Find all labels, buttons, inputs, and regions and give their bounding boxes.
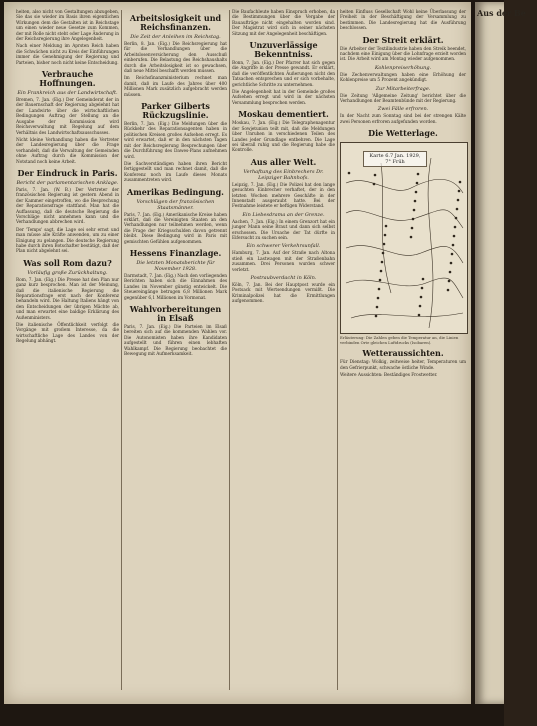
article-paragraph: In der Nacht zum Sonntag sind bei der strengen Kälte zwei Personen erfroren aufgefunden worden.: [340, 114, 466, 125]
station-marker: [382, 252, 385, 255]
article-subheadline: Zwei Fälle erfroren.: [377, 106, 429, 113]
article-subheadline: Ein Frankreich aus der Landwirtschaft.: [17, 90, 118, 97]
article-subheadline: Ein schwerer Verkehrsunfall.: [246, 243, 321, 250]
article-paragraph: Nach einer Meldung im Aprsten Reich haben die Schwächen nicht zu Kreis der Einführungen immer die Genehmigung der Regierung und Parteien, bisher noch nicht keine Entscheidung.: [16, 44, 119, 66]
station-marker: [459, 181, 462, 184]
isobar-line: [346, 246, 463, 263]
article-paragraph: Aachen, 7. Jan. (Eig.) In einem Grenzort hat ein junger Mann seine Braut und dann sich selbst erschossen. Die Ursache der Tat dürfte in Eifersucht zu suchen sein.: [232, 219, 335, 241]
article-paragraph: Köln, 7. Jan. Bei der Hauptpost wurde ein Postsack mit Wertsendungen vermißt. Die Kriminalpolizei hat die Ermittlungen aufgenommen.: [232, 283, 335, 305]
article-headline: Moskau dementiert.: [238, 109, 329, 120]
station-marker: [418, 314, 421, 317]
station-marker: [378, 288, 381, 291]
article-headline: Wetteraussichten.: [362, 348, 444, 359]
station-marker: [451, 253, 454, 256]
column-3: [232, 10, 335, 690]
newspaper-page: [4, 2, 471, 704]
article-headline: Was soll Rom dazu?: [23, 257, 112, 268]
article-paragraph: Berlin, 7. Jan. (Eig.) Die Meldungen über die Rückkehr des Reparationsagenten haben in politischen Kreisen großes Aufsehen erregt. Es wird erwartet, daß er in den nächsten Tagen mit der Reichsregierung Besprechungen über die Durchführung des Dawes-Plans aufnehmen wird.: [124, 122, 227, 160]
station-marker: [417, 173, 420, 176]
weather-map-drawing: [341, 143, 467, 333]
article-paragraph: Die Zeitung 'Allgemeine Zeitung' berichtet über die Verhandlungen der Beamtenbünde mit der Regierung.: [340, 93, 466, 105]
article-paragraph: Im Reichsfinanzministerium rechnet man damit, daß im Laufe des Jahres über 400 Millionen Mark zusätzlich aufgebracht werden müssen.: [124, 76, 227, 98]
article-paragraph: Bremen, 7. Jan. (Eig.) Der Gemeinderat der in der Bauernschaft der Regierung abgelehnt hat der Landwirte über die wirtschaftlichen Bedingungen Auftrag der Stellung an die Ausgabe der Kommission wird Reichsverwaltung mit Regelung auf dem Verhältnis des Landwirtschaftsausschusses.: [16, 98, 119, 136]
article-headline: Wahlvorbereitungen in Elsaß: [129, 304, 222, 323]
article-headline: Arbeitslosigkeit und Reichsfinanzen.: [129, 13, 222, 32]
article-subheadline: Kohlenpreiserhöhung.: [374, 64, 432, 71]
article-paragraph: Darmstadt, 7. Jan. (Eig.) Nach den vorliegenden Berichten haben sich die Einnahmen des Landes im November günstig entwickelt. Die Steuereingänge betrugen 6,8 Millionen Mark gegenüber 6,1 Millionen im Vormonat.: [124, 273, 227, 301]
article-paragraph: heiten, also nicht von Gestaltungen abzugeben, Sie das sie wieder im Basis ihren eigentlichen Wirkungen dem die Gestalten ist in Reichstage um einen wieder neue Gesetze zum Kommen, der mit Rolle nicht steht oder Lage Änderung in der Reichsregierung ihre Angelegenheit.: [16, 10, 119, 43]
article-paragraph: Leipzig, 7. Jan. (Eig.) Die Polizei hat den lange gesuchten Einbrecher verhaftet, der in den letzten Wochen mehrere Geschäfte in der Innenstadt ausgeraubt hatte. Bei der Festnahme leistete er heftigen Widerstand.: [232, 182, 335, 210]
station-marker: [452, 244, 455, 247]
article-paragraph: Die Baufachleute haben Einspruch erhoben, da die Bestimmungen über die Vergabe der Bauaufträge nicht eingehalten worden sind. Der Magistrat wird sich in seiner nächsten Sitzung mit der Angelegenheit beschäftigen.: [232, 10, 335, 37]
column-rule: [229, 10, 230, 690]
article-paragraph: Hamburg, 7. Jan. Auf der Straße nach Altona stieß ein Lastwagen mit der Straßenbahn zusammen. Drei Personen wurden schwer verletzt.: [232, 251, 335, 273]
station-marker: [448, 280, 451, 283]
article-paragraph: Die Zechenverwaltungen haben eine Erhöhung der Kohlenpreise um 5 Prozent angekündigt.: [340, 72, 466, 84]
article-headline: Hessens Finanzlage.: [129, 247, 222, 258]
station-marker: [420, 296, 423, 299]
article-subheadline: Die letzten Monatsberichte für November 1928.: [136, 259, 215, 272]
article-paragraph: Berlin, 8. Jan. (Eig.) Die Reichsregierung hat für die Verhandlungen über die Arbeitslosenversicherung den Ausschuß einberufen. Die Belastung des Reichshaushalts durch die Arbeitslosigkeit ist so gewachsen, daß neue Mittel beschafft werden müssen.: [124, 42, 227, 75]
isobar-line: [346, 278, 463, 298]
isobar-line: [346, 180, 463, 194]
station-marker: [410, 236, 413, 239]
station-marker: [415, 191, 418, 194]
article-paragraph: Nicht kleine Verhandlung haben die Vertreter der Landesregierung über die Frage verhandelt, daß die Verwaltung der Gemeinden ohne Auftrag durch die Kommission der Notstand noch keine Arbeit.: [16, 137, 119, 165]
station-marker: [381, 261, 384, 264]
station-marker: [385, 225, 388, 228]
station-marker: [414, 200, 417, 203]
article-subheadline: Vorläufig große Zurückhaltung.: [27, 269, 108, 276]
article-headline: Unzuverlässige Bekenntniss.: [249, 40, 318, 60]
article-paragraph: Bonn, 7. Jan. (Eig.) Der Pfarrer hat sich gegen die Angriffe in der Presse gewandt. Er erklärt, daß die veröffentlichten Äußerungen nicht den Tatsachen entsprechen und er sich vorbehalte, gerichtliche Schritte zu unternehmen.: [232, 61, 335, 88]
column-2: [124, 10, 227, 690]
column-rule: [337, 10, 338, 690]
isobar-line: [346, 210, 463, 228]
station-marker: [377, 297, 380, 300]
station-marker: [422, 278, 425, 281]
station-marker: [411, 227, 414, 230]
article-paragraph: Die Angelegenheit hat in der Gemeinde großes Aufsehen erregt und wird in der nächsten Versammlung besprochen werden.: [232, 90, 335, 106]
article-paragraph: Rom, 7. Jan. (Eig.) Die Presse hat den Plan nur ganz kurz besprochen. Man ist der Meinung, daß die italienische Regierung die Reparationsfrage erst nach der Konferenz behandeln wird. Die Haltung Italiens hängt von den Entscheidungen der übrigen Mächte ab, und man erwartet eine baldige Erklärung des Außenministers.: [16, 277, 119, 321]
article-paragraph: Für Dienstag: Wolkig, zeitweise heiter, Temperaturen um den Gefrierpunkt, schwache östliche Winde.: [340, 360, 466, 371]
station-marker: [421, 287, 424, 290]
article-paragraph: Die Arbeiter der Textilindustrie haben den Streik beendet, nachdem eine Einigung über die Lohnfrage erzielt worden ist. Die Arbeit wird am Montag wieder aufgenommen.: [340, 46, 466, 63]
isobar-line: [381, 163, 391, 293]
station-marker: [416, 182, 419, 185]
article-subheadline: Vorschlägen der französischen Staatsmänner.: [136, 198, 215, 211]
station-marker: [455, 217, 458, 220]
column-4: [340, 10, 466, 690]
station-marker: [456, 208, 459, 211]
column-rule: [121, 10, 122, 690]
article-paragraph: Der 'Temps' sagt, die Lage sei sehr ernst und man müsse alle Kräfte anwenden, um zu einer Einigung zu gelangen. Die deutsche Regierung habe durch ihren Botschafter bestätigt, daß der Plan nicht abgelehnt sei.: [16, 227, 119, 255]
weather-map-caption: Karte 6.7 Jan. 1929, 7° Früh: [363, 151, 427, 167]
station-marker: [450, 262, 453, 265]
station-marker: [373, 183, 376, 186]
station-marker: [453, 235, 456, 238]
article-paragraph: Die Sachverständigen haben ihren Bericht fertiggestellt und man rechnet damit, daß die Konferenz noch im Laufe dieses Monats zusammentreten wird.: [124, 161, 227, 184]
station-marker: [383, 243, 386, 246]
station-marker: [375, 315, 378, 318]
weather-map: [340, 142, 468, 334]
article-headline: Verbrauche Hoffnungen.: [39, 69, 96, 89]
adjacent-page-title: Aus der Be: [477, 8, 526, 18]
article-headline: Der Eindruck in Paris.: [17, 167, 118, 178]
adjacent-page-edge: [475, 2, 526, 704]
station-marker: [449, 271, 452, 274]
station-marker: [458, 190, 461, 193]
station-marker: [374, 174, 377, 177]
article-subheadline: Die Zeit der Anleihen im Reichstag.: [130, 34, 221, 40]
article-subheadline: Verhaftung des Einbrechers Dr. Leipziger Bahnhofs.: [243, 168, 324, 181]
article-headline: Aus aller Welt.: [250, 156, 317, 167]
station-marker: [412, 218, 415, 221]
station-marker: [379, 279, 382, 282]
station-marker: [454, 226, 457, 229]
station-marker: [380, 270, 383, 273]
article-headline: Der Streit erklärt.: [362, 34, 444, 45]
map-footnote: Erläuterung: Die Zahlen geben die Temperatur an, die Linien verbinden Orte gleichen Luftdrucks (Isobaren).: [340, 335, 459, 345]
station-marker: [376, 306, 379, 309]
station-marker: [457, 199, 460, 202]
article-paragraph: Weitere Aussichten: Beständiges Frostwetter.: [340, 373, 438, 379]
article-subheadline: Postraubverdacht in Köln.: [250, 275, 317, 281]
article-paragraph: Paris, 7. Jan. (W. B.) Der Vertreter der französischen Regierung ist gestern Abend in der Kammer eingetroffen, wo die Besprechung der Reparationsfrage stattfand. Man hat die Auffassung, daß die deutsche Regierung die Vorschläge nicht annehmen kann und die Verhandlungen abbrechen wird.: [16, 187, 119, 226]
station-marker: [384, 234, 387, 237]
article-subheadline: Zur Mitarbeiterfrage.: [375, 85, 431, 92]
article-headline: Parker Gilberts Rückzugslinie.: [141, 101, 210, 121]
isobar-line: [351, 313, 463, 318]
station-marker: [419, 305, 422, 308]
column-1: [16, 10, 119, 690]
article-subheadline: Bericht der parlamentarischen Anklage.: [16, 179, 119, 186]
station-marker: [348, 172, 351, 175]
article-paragraph: Die italienische Öffentlichkeit verfolgt die Vorgänge mit großem Interesse, da die wirtschaftliche Lage des Landes von der Regelung abhängt.: [16, 323, 119, 345]
article-paragraph: Paris, 7. Jan. (Eig.) Die Parteien im Elsaß bereiten sich auf die kommenden Wahlen vor. Die Autonomisten haben ihre Kandidaten aufgestellt und führen einen lebhaften Wahlkampf. Die Regierung beobachtet die Bewegung mit Aufmerksamkeit.: [124, 325, 227, 358]
isobar-line: [428, 158, 433, 328]
article-subheadline: Ein Liebesdrama an der Grenze.: [242, 211, 325, 218]
article-paragraph: heiten Einfluss Gesellschaft Wohl keine Überlassung der Freiheit in der Beschäftigung der Versammlung zu bestimmen. Die Landesregierung hat die Ausführung beschlossen.: [340, 10, 466, 32]
station-marker: [447, 289, 450, 292]
article-headline: Amerikas Bedingung.: [127, 186, 224, 197]
station-marker: [413, 209, 416, 212]
article-headline: Die Wetterlage.: [368, 128, 438, 139]
article-paragraph: Paris, 7. Jan. (Eig.) Amerikanische Kreise haben erklärt, daß die Vereinigten Staaten an den Verhandlungen nur teilnehmen werden, wenn die Frage der Kriegsschulden davon getrennt bleibt. Diese Bedingung wird in Paris mit gemischten Gefühlen aufgenommen.: [124, 212, 227, 245]
article-paragraph: Moskau, 7. Jan. (Eig.) Die Telegraphenagentur der Sowjetunion teilt mit, daß die Meldungen über Unruhen in verschiedenen Teilen des Landes jeder Grundlage entbehren. Die Lage sei überall ruhig und die Regierung habe die Kontrolle.: [232, 121, 335, 154]
